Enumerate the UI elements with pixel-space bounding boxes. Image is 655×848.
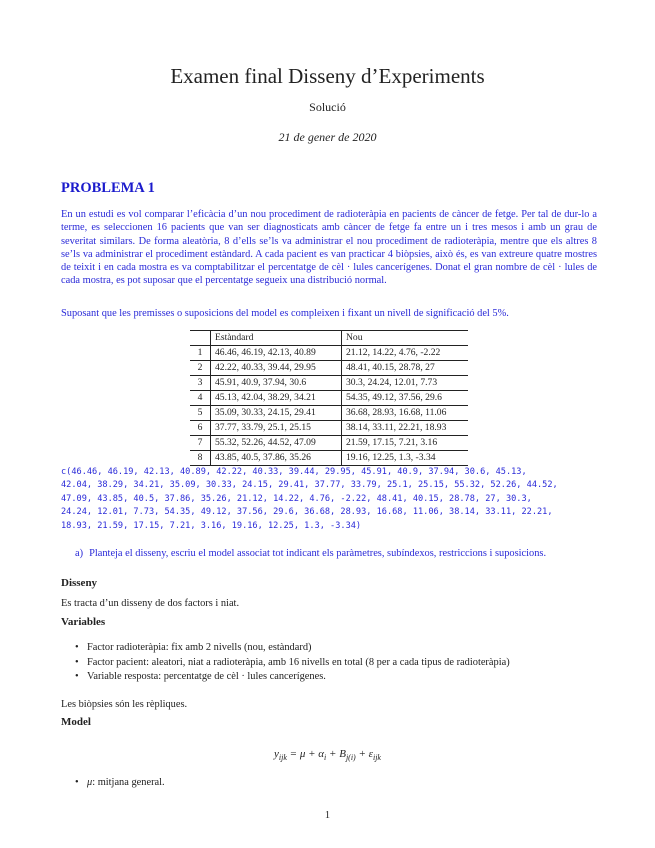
table-header-cell — [190, 331, 211, 346]
table-cell: 55.32, 52.26, 44.52, 47.09 — [211, 436, 342, 451]
table-cell: 3 — [190, 376, 211, 391]
table-cell: 30.3, 24.24, 12.01, 7.73 — [342, 376, 469, 391]
table-cell: 45.13, 42.04, 38.29, 34.21 — [211, 391, 342, 406]
table-cell: 8 — [190, 451, 211, 466]
table-cell: 43.85, 40.5, 37.86, 35.26 — [211, 451, 342, 466]
document-subtitle: Solució — [309, 100, 346, 114]
table-cell: 48.41, 40.15, 28.78, 27 — [342, 361, 469, 376]
variables-list — [61, 641, 510, 685]
table-row — [190, 376, 468, 391]
table-row — [190, 406, 468, 421]
problem-statement: En un estudi es vol comparar l’eficàcia d’un nou procediment de radioteràpia en pacients de càncer de fetge. Per tal de dur-lo a terme, es seleccionen 16 pacients que van ser diagnosticats amb càncer de fetge fa entre un i tres mesos i amb un grau de severitat similars. De forma aleatòria, 8 d’ells se’ls va administrar el nou procediment de radioteràpia, mentre que els altres 8 se’ls va administrar el procediment estàndard. A cada pacient es van practicar 4 biòpsies, això és, es van extreure quatre mostres de teixit i en cada mostra es va comptabilitzar el percentatge de cèl · lules cancerígenes. Donat el gran nombre de cèl · lules de cada mostra, es pot suposar que el percentatge segueix una distribució normal. — [61, 209, 597, 287]
list-item — [61, 776, 165, 791]
table-cell: 6 — [190, 421, 211, 436]
data-table — [190, 330, 468, 466]
disseny-heading: Disseny — [61, 577, 98, 589]
list-item: • Factor pacient: aleatori, niat a radioteràpia, amb 16 nivells en total (8 per a cada tipus de radioteràpia) — [61, 656, 510, 671]
problem-heading: PROBLEMA 1 — [61, 180, 155, 196]
table-header-cell: Estàndard — [211, 331, 342, 346]
code-line: c(46.46, 46.19, 42.13, 40.89, 42.22, 40.33, 39.44, 29.95, 45.91, 40.9, 37.94, 30.6, 45.13, — [61, 467, 527, 477]
table-cell: 45.91, 40.9, 37.94, 30.6 — [211, 376, 342, 391]
table-cell: 5 — [190, 406, 211, 421]
table-cell: 21.59, 17.15, 7.21, 3.16 — [342, 436, 469, 451]
table-row — [190, 361, 468, 376]
table-cell: 1 — [190, 346, 211, 361]
parameter-symbol: μ — [87, 777, 93, 788]
variables-heading: Variables — [61, 616, 106, 628]
r-code-block — [61, 466, 606, 533]
table-row — [190, 346, 468, 361]
code-line: 42.04, 38.29, 34.21, 35.09, 30.33, 24.15, 29.41, 37.77, 33.79, 25.1, 25.15, 55.32, 52.26, 44.52, — [61, 480, 558, 491]
model-heading: Model — [61, 716, 91, 728]
code-line: 47.09, 43.85, 40.5, 37.86, 35.26, 21.12, 14.22, 4.76, -2.22, 48.41, 40.15, 28.78, 27, 30.3, — [61, 493, 532, 504]
table-cell: 46.46, 46.19, 42.13, 40.89 — [211, 346, 342, 361]
table-row — [190, 451, 468, 466]
table-header-row — [190, 331, 468, 346]
code-line: 24.24, 12.01, 7.73, 54.35, 49.12, 37.56, 29.6, 36.68, 28.93, 16.68, 11.06, 38.14, 33.11, 22.21, — [61, 507, 553, 518]
table-cell: 36.68, 28.93, 16.68, 11.06 — [342, 406, 469, 421]
table-cell: 37.77, 33.79, 25.1, 25.15 — [211, 421, 342, 436]
document-date: 21 de gener de 2020 — [278, 130, 377, 144]
page-number: 1 — [324, 810, 331, 821]
model-formula: $y_{ijk} = \mu + \alpha_i + B_{j(i)} + \varepsilon_{ijk}$ — [274, 748, 381, 763]
replicas-text: Les biòpsies són les rèpliques. — [61, 699, 188, 710]
table-row — [190, 436, 468, 451]
table-header-cell: Nou — [342, 331, 469, 346]
table-cell: 4 — [190, 391, 211, 406]
table-cell: 21.12, 14.22, 4.76, -2.22 — [342, 346, 469, 361]
parameter-text: : mitjana general. — [92, 777, 165, 788]
question-a-text: Planteja el disseny, escriu el model associat tot indicant els paràmetres, subíndexos, restriccions i suposicions. — [89, 548, 547, 559]
table-row — [190, 391, 468, 406]
table-cell: 42.22, 40.33, 39.44, 29.95 — [211, 361, 342, 376]
document-title: Examen final Disseny d’Experiments — [170, 64, 485, 88]
table-cell: 35.09, 30.33, 24.15, 29.41 — [211, 406, 342, 421]
table-cell: 2 — [190, 361, 211, 376]
model-parameters-list — [61, 776, 165, 791]
list-item: • Variable resposta: percentatge de cèl · lules cancerígenes. — [61, 670, 510, 685]
disseny-text: Es tracta d’un disseny de dos factors i niat. — [61, 598, 240, 609]
table-cell: 38.14, 33.11, 22.21, 18.93 — [342, 421, 469, 436]
table-cell: 19.16, 12.25, 1.3, -3.34 — [342, 451, 469, 466]
code-line: 18.93, 21.59, 17.15, 7.21, 3.16, 19.16, 12.25, 1.3, -3.34) — [61, 520, 362, 531]
question-a — [75, 548, 546, 559]
list-item: • Factor radioteràpia: fix amb 2 nivells (nou, estàndard) — [61, 641, 510, 656]
table-cell: 54.35, 49.12, 37.56, 29.6 — [342, 391, 469, 406]
table-row — [190, 421, 468, 436]
table-cell: 7 — [190, 436, 211, 451]
question-a-label: a) — [75, 548, 84, 559]
problem-assumption: Suposant que les premisses o suposicions del model es compleixen i fixant un nivell de significació del 5%. — [61, 308, 509, 319]
